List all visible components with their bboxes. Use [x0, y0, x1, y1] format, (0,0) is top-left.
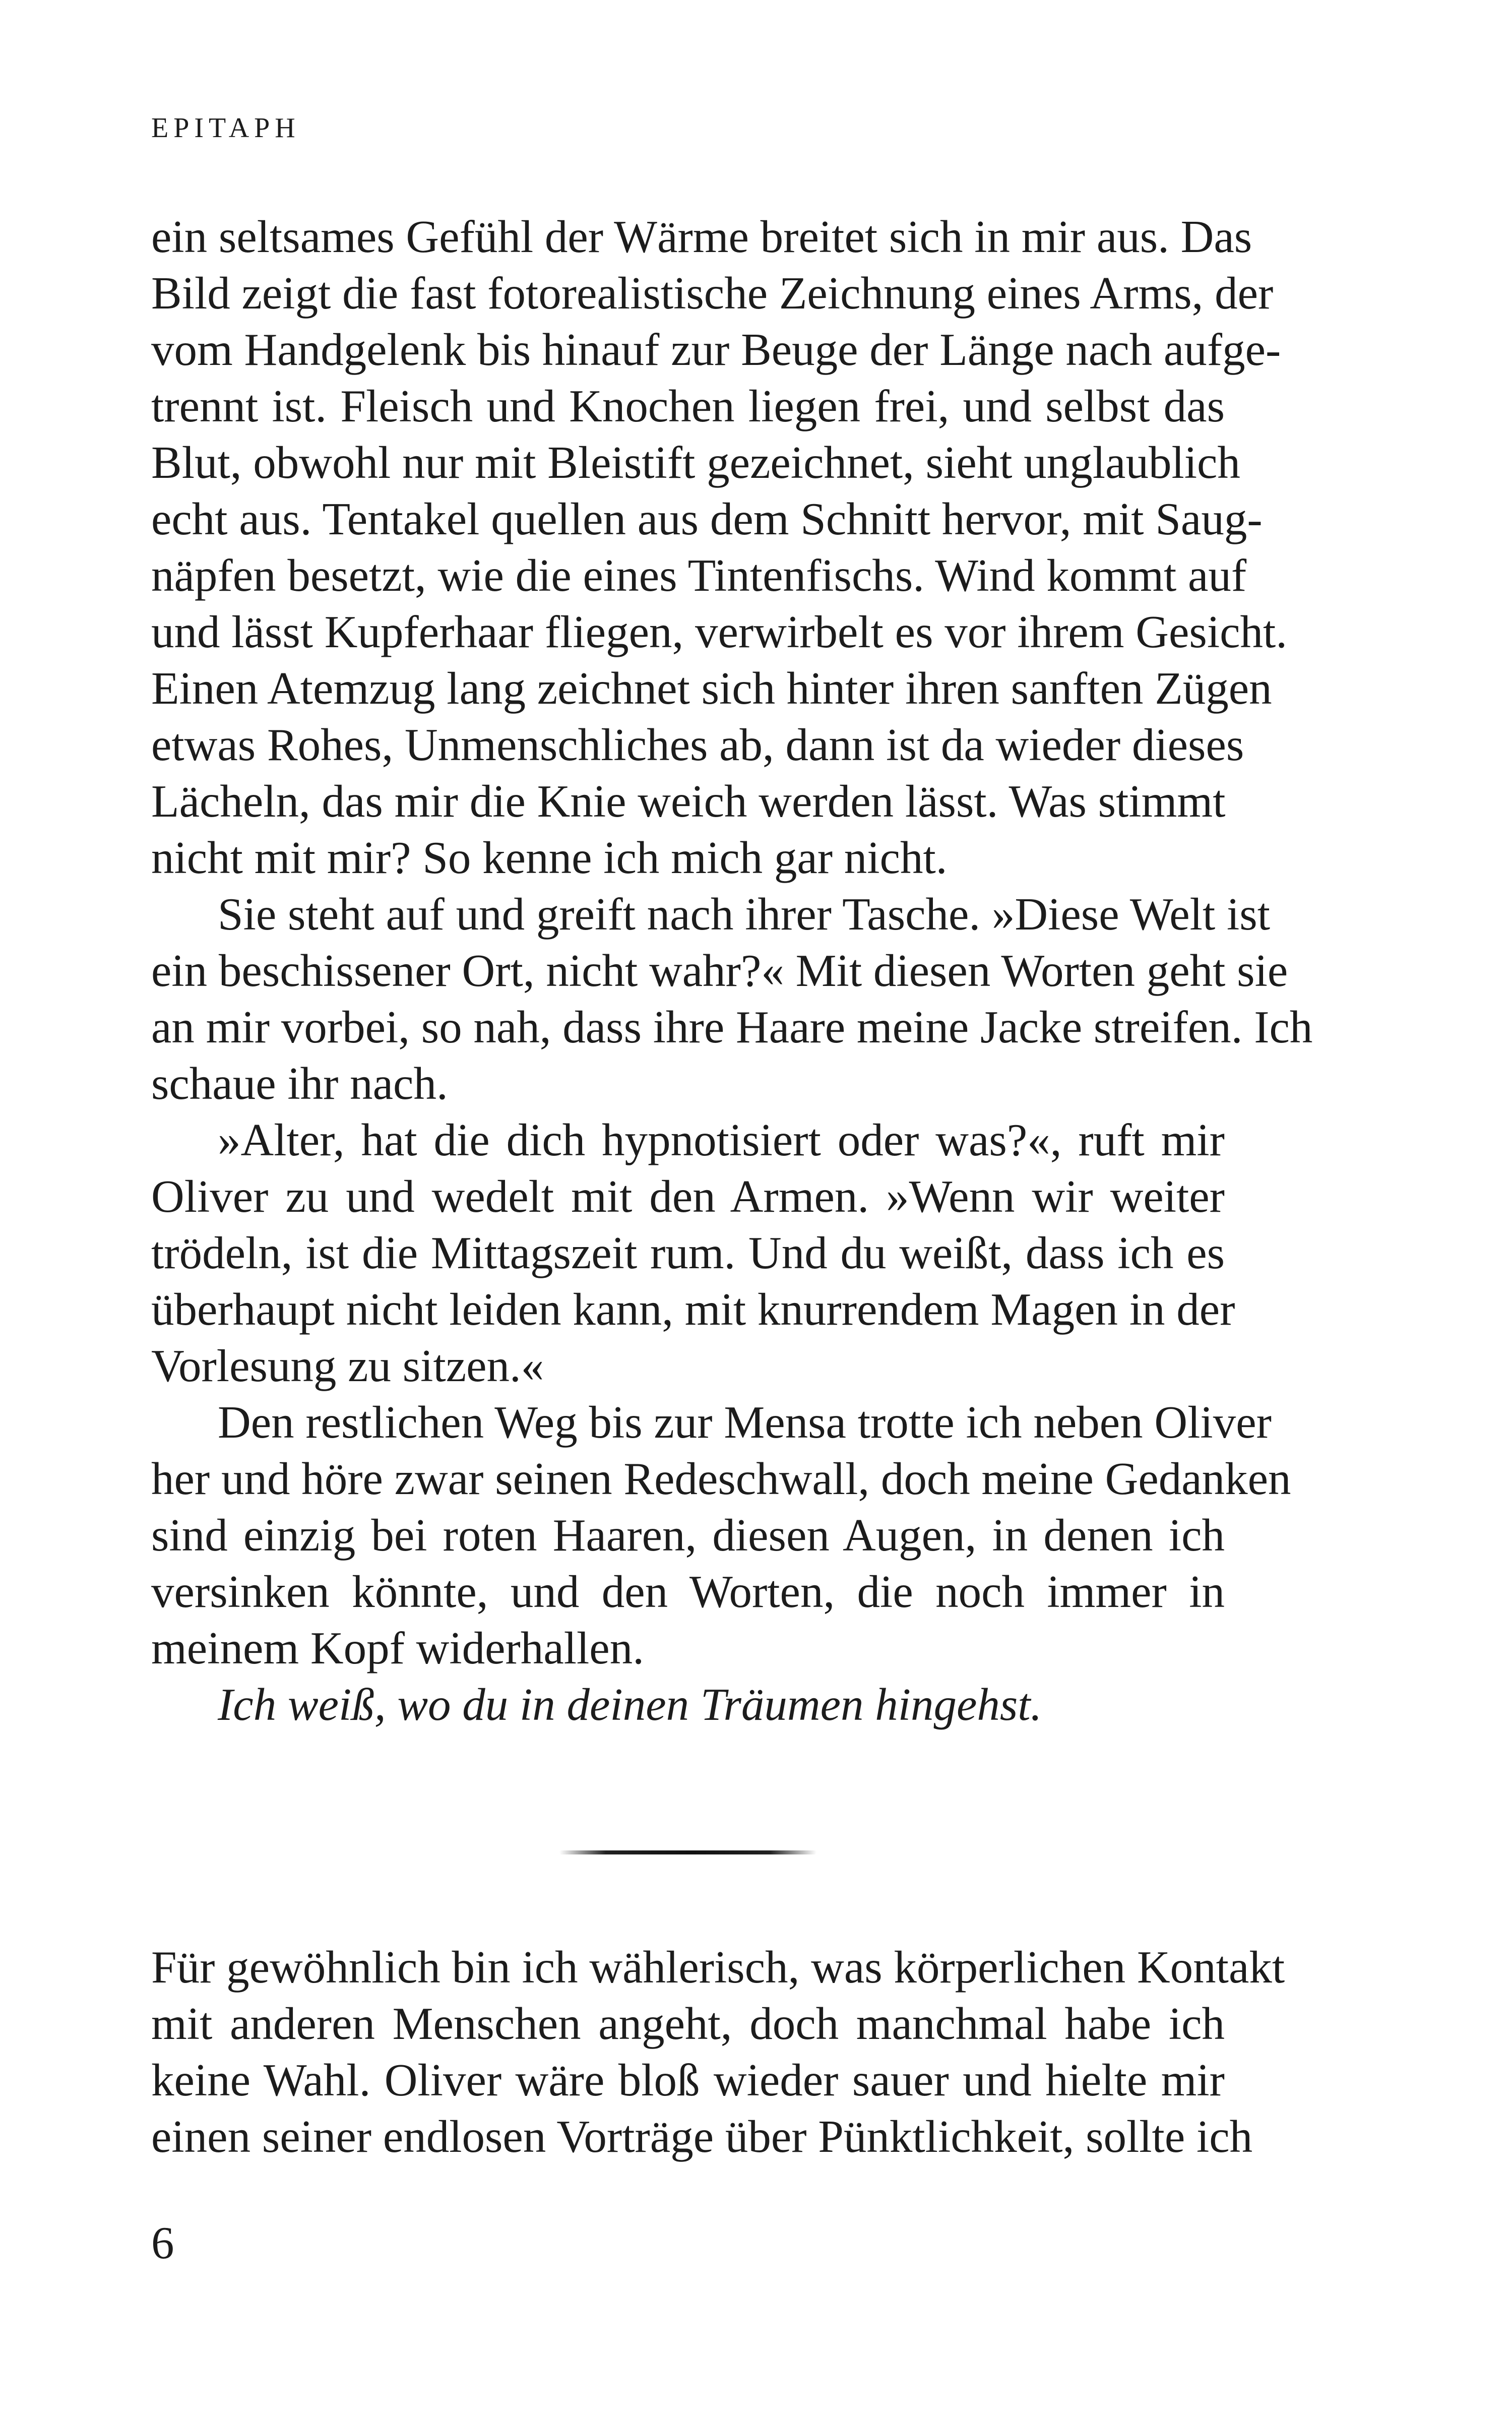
text-line: ein beschissener Ort, nicht wahr?« Mit diesen Worten geht sie [151, 945, 1288, 996]
text-line: überhaupt nicht leiden kann, mit knurrendem Magen in der [151, 1284, 1235, 1335]
text-line: Blut, obwohl nur mit Bleistift gezeichnet, sieht unglaublich [151, 437, 1240, 488]
page-number: 6 [151, 2217, 174, 2268]
text-line: »Alter, hat die dich hypnotisiert oder was?«, ruft mir [218, 1114, 1225, 1165]
text-line: mit anderen Menschen angeht, doch manchmal habe ich [151, 1998, 1225, 2049]
text-line: Sie steht auf und greift nach ihrer Tasche. »Diese Welt ist [218, 889, 1270, 940]
text-line: schaue ihr nach. [151, 1058, 448, 1109]
text-line: und lässt Kupferhaar fliegen, verwirbelt es vor ihrem Gesicht. [151, 606, 1288, 657]
text-line: an mir vorbei, so nah, dass ihre Haare meine Jacke streifen. Ich [151, 1002, 1313, 1052]
text-line: meinem Kopf widerhallen. [151, 1623, 644, 1674]
text-line: trennt ist. Fleisch und Knochen liegen frei, und selbst das [151, 381, 1225, 431]
text-line: näpfen besetzt, wie die eines Tintenfischs. Wind kommt auf [151, 550, 1247, 601]
text-line: Oliver zu und wedelt mit den Armen. »Wenn wir weiter [151, 1171, 1225, 1222]
text-line: vom Handgelenk bis hinauf zur Beuge der Länge nach aufge- [151, 324, 1281, 375]
text-line: Bild zeigt die fast fotorealistische Zeichnung eines Arms, der [151, 268, 1274, 319]
text-line: ein seltsames Gefühl der Wärme breitet sich in mir aus. Das [151, 211, 1252, 262]
text-line: her und höre zwar seinen Redeschwall, doch meine Gedanken [151, 1453, 1291, 1504]
text-line: echt aus. Tentakel quellen aus dem Schnitt hervor, mit Saug- [151, 493, 1263, 544]
text-line: Den restlichen Weg bis zur Mensa trotte ich neben Oliver [218, 1397, 1272, 1448]
italic-text-line: Ich weiß, wo du in deinen Träumen hingehst. [218, 1679, 1042, 1730]
text-line: Für gewöhnlich bin ich wählerisch, was körperlichen Kontakt [151, 1942, 1285, 1993]
text-line: Lächeln, das mir die Knie weich werden lässt. Was stimmt [151, 776, 1226, 827]
running-head: EPITAPH [151, 112, 300, 144]
section-divider [559, 1850, 816, 1854]
text-line: einen seiner endlosen Vorträge über Pünktlichkeit, sollte ich [151, 2111, 1253, 2162]
text-line: sind einzig bei roten Haaren, diesen Augen, in denen ich [151, 1510, 1225, 1561]
text-line: keine Wahl. Oliver wäre bloß wieder sauer und hielte mir [151, 2055, 1225, 2105]
text-line: nicht mit mir? So kenne ich mich gar nicht. [151, 832, 948, 883]
text-line: Vorlesung zu sitzen.« [151, 1340, 544, 1391]
text-line: versinken könnte, und den Worten, die noch immer in [151, 1566, 1225, 1617]
text-line: etwas Rohes, Unmenschliches ab, dann ist da wieder dieses [151, 719, 1244, 770]
text-line: trödeln, ist die Mittagszeit rum. Und du weißt, dass ich es [151, 1227, 1225, 1278]
text-line: Einen Atemzug lang zeichnet sich hinter ihren sanften Zügen [151, 663, 1272, 714]
